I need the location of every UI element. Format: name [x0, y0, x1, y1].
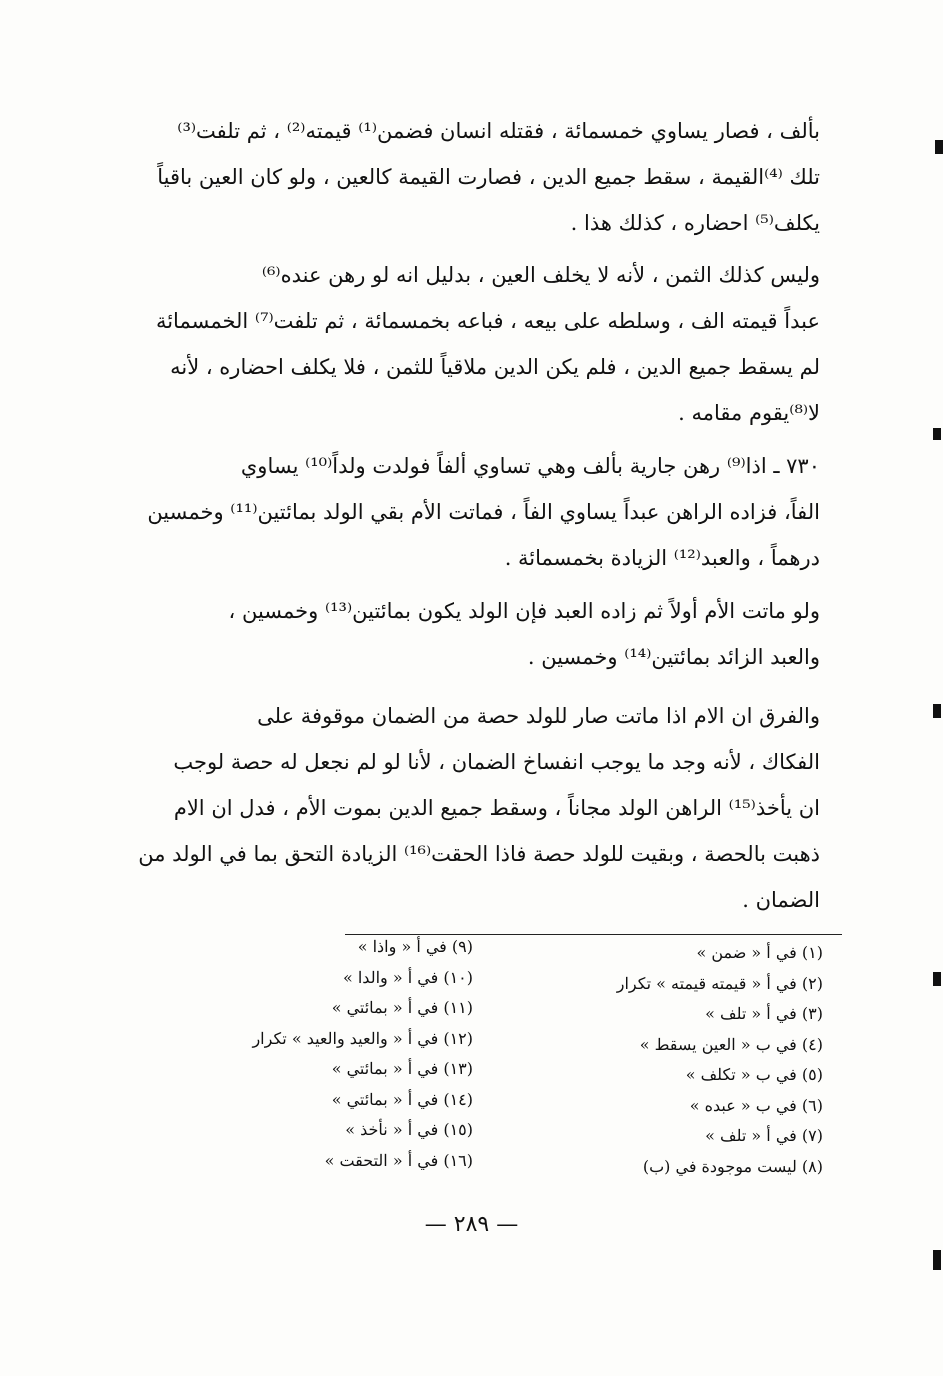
text-line: وليس كذلك الثمن ، لأنه لا يخلف العين ، بدليل انه لو رهن عنده⁽⁶⁾	[261, 263, 820, 287]
text-line: لم يسقط جميع الدين ، فلم يكن الدين ملاقياً للثمن ، فلا يكلف احضاره ، لأنه	[170, 355, 820, 379]
text-line: ولو ماتت الأم أولاً ثم زاده العبد فإن الولد يكون بمائتين⁽¹³⁾ وخمسين ،	[228, 599, 820, 623]
footnote: (١٣) في أ « بمائتي »	[331, 1059, 473, 1078]
text-line: يكلف⁽⁵⁾ احضاره ، كذلك هذا .	[570, 211, 820, 235]
text-line: والفرق ان الام اذا ماتت صار للولد حصة من الضمان موقوفة على	[257, 704, 820, 728]
footnote: (١٤) في أ « بمائتي »	[331, 1089, 473, 1109]
footnote: (٣) في أ « تلف »	[705, 1004, 823, 1023]
text-line: درهماً ، والعبد⁽¹²⁾ الزيادة بخمسمائة .	[504, 546, 820, 570]
text-line: الفاً، فزاده الراهن عبداً يساوي الفاً ، فماتت الأم بقي الولد بمائتين⁽¹¹⁾ وخمسين	[147, 500, 820, 524]
footnote: (٤) في ب « العين يسقط »	[639, 1034, 823, 1054]
footnote: (١١) في أ « بمائتي »	[331, 998, 473, 1017]
paragraph-5	[138, 693, 820, 923]
footnote: (٩) في أ « واذا »	[357, 937, 473, 956]
text-line: عبداً قيمته الف ، وسلطه على بيعه ، فباعه بخمسمائة ، ثم تلفت⁽⁷⁾ الخمسمائة	[155, 309, 820, 333]
text-line: بألف ، فصار يساوي خمسمائة ، فقتله انسان فضمن⁽¹⁾ قيمته⁽²⁾ ، ثم تلفت⁽³⁾	[177, 119, 820, 143]
edge-scan-mark	[933, 972, 941, 986]
footnote: (١٠) في أ « والدا »	[342, 967, 473, 987]
edge-scan-mark	[933, 704, 941, 718]
text-line: تلك ⁽⁴⁾القيمة ، سقط جميع الدين ، فصارت القيمة كالعين ، ولو كان العين باقياً	[157, 165, 820, 189]
footnote: (١) في أ « ضمن »	[696, 943, 823, 962]
paragraph-2	[148, 252, 820, 436]
paragraph-4	[148, 588, 820, 680]
footnote: (١٢) في أ « والعيد والعيد » تكرار	[252, 1028, 473, 1048]
footnote: (٧) في أ « تلف »	[705, 1126, 823, 1145]
edge-scan-mark	[935, 140, 943, 154]
text-line: الضمان .	[742, 888, 820, 912]
text-line: والعبد الزائد بمائتين⁽¹⁴⁾ وخمسين .	[527, 645, 820, 669]
edge-scan-mark	[933, 1250, 941, 1270]
footnote: (١٦) في أ « التحقت »	[324, 1150, 473, 1170]
footnotes-right-column	[503, 938, 823, 1182]
paragraph-3	[148, 443, 820, 581]
footnote: (٢) في أ « قيمته قيمته » تكرار	[616, 973, 823, 993]
text-line: لا⁽⁸⁾يقوم مقامه .	[678, 401, 820, 425]
page-number: — ٢٨٩ —	[424, 1212, 519, 1237]
footnote: (١٥) في أ « نأخذ »	[345, 1120, 473, 1139]
footnote: (٥) في ب « تكلف »	[685, 1065, 823, 1084]
text-line: الفكاك ، لأنه وجد ما يوجب انفساخ الضمان ، لأنا لو لم نجعل له حصة لوجب	[173, 750, 820, 774]
edge-scan-mark	[933, 428, 941, 440]
text-line: ذهبت بالحصة ، وبقيت للولد حصة فاذا الحقت⁽¹⁶⁾ الزيادة التحق بما في الولد من	[138, 842, 820, 866]
footnotes-left-column	[213, 932, 473, 1176]
paragraph-1	[148, 108, 820, 246]
text-line: ان يأخذ⁽¹⁵⁾ الراهن الولد مجاناً ، وسقط جميع الدين بموت الأم ، فدل ان الام	[173, 796, 820, 820]
footnote: (٨) ليست موجودة في (ب)	[642, 1156, 823, 1176]
text-line: ٧٣٠ ـ اذا⁽⁹⁾ رهن جارية بألف وهي تساوي ألفاً فولدت ولداً⁽¹⁰⁾ يساوي	[240, 454, 820, 478]
footnote: (٦) في ب « عبده »	[689, 1095, 823, 1115]
